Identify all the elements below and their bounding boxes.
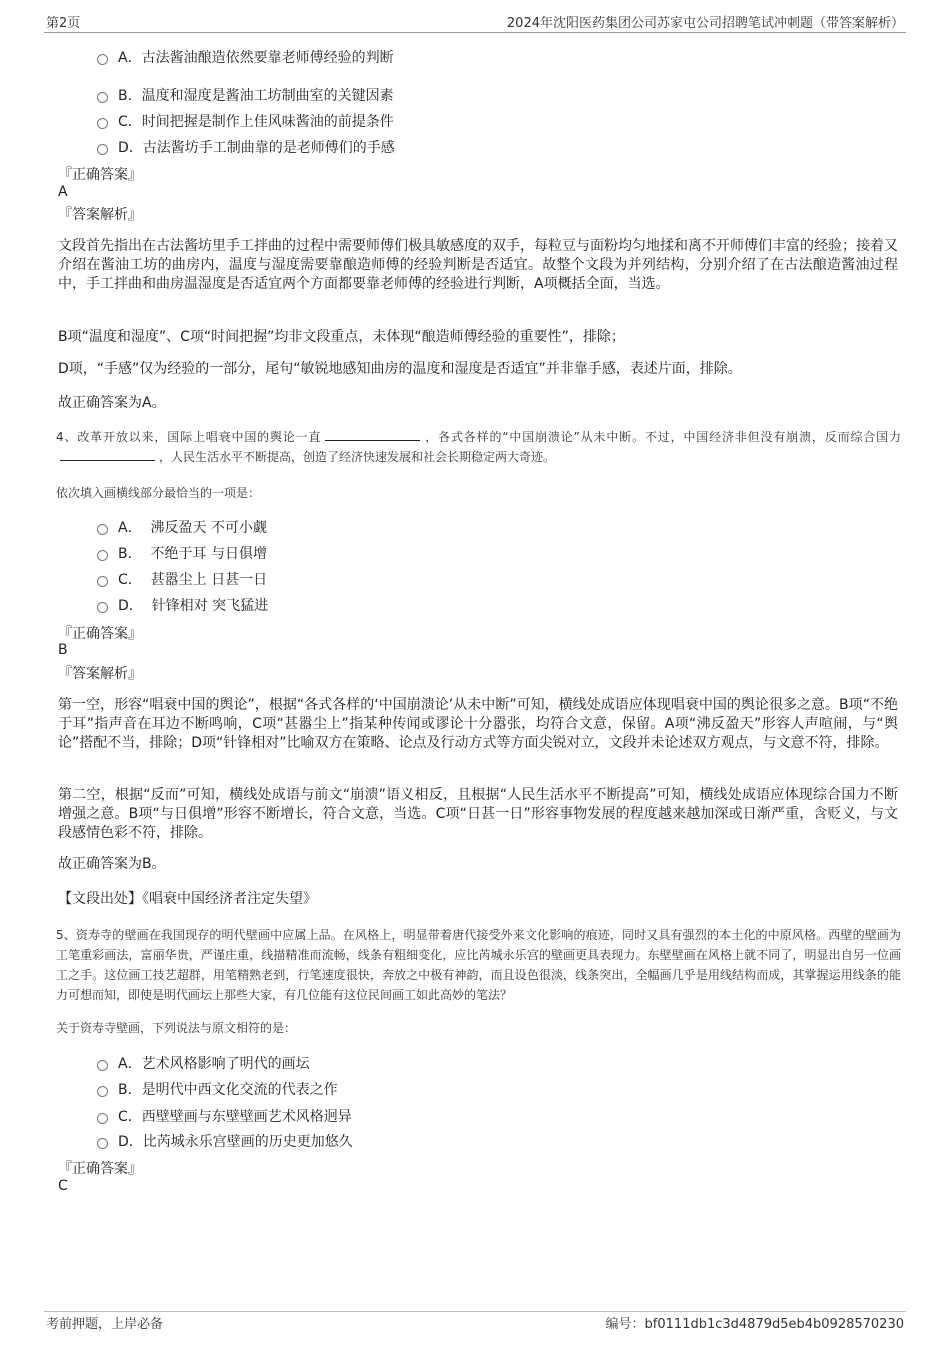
footer-slogan: 考前押题，上岸必备 (46, 1317, 164, 1332)
radio-icon[interactable] (97, 1086, 108, 1097)
header-divider (44, 32, 906, 33)
answer-label: 『正确答案』 (58, 167, 142, 183)
option-text: 古法酱坊手工制曲靠的是老师傅们的手感 (142, 140, 395, 156)
radio-icon[interactable] (97, 602, 108, 613)
analysis-label: 『答案解析』 (58, 666, 142, 682)
q5-prompt: 关于资寿寺壁画，下列说法与原文相符的是： (56, 1021, 297, 1035)
q5-option-d[interactable] (97, 1131, 353, 1151)
q3-option-c[interactable] (97, 111, 394, 131)
analysis-paragraph: 文段首先指出在古法酱坊里手工拌曲的过程中需要师傅们极具敏感度的双手，每粒豆与面粉均匀地揉和离不开师傅们丰富的经验；接着又介绍在酱油工坊的曲房内，温度与湿度需要靠酿造师傅的经验判断是否适宜。故整个文段为并列结构，分别介绍了在古法酿造酱油过程中，手工拌曲和曲房温湿度是否适宜两个方面都要靠老师傅的经验进行判断，A项概括全面，当选。 (58, 238, 898, 292)
q4-option-c[interactable] (97, 569, 267, 589)
q3-option-d[interactable] (97, 137, 395, 157)
analysis-label: 『答案解析』 (58, 207, 142, 223)
option-key: B． (118, 546, 142, 562)
option-key: A． (118, 520, 142, 536)
option-key: C． (118, 1109, 142, 1125)
option-key: A． (118, 1056, 142, 1072)
option-text: 沸反盈天 不可小觑 (150, 520, 267, 536)
answer-value: B (58, 642, 68, 658)
option-text: 时间把握是制作上佳风味酱油的前提条件 (141, 114, 394, 130)
analysis-paragraph: D项，“手感”仅为经验的一部分，尾句“敏锐地感知曲房的温度和湿度是否适宜”并非靠手感，表述片面，排除。 (58, 361, 742, 377)
radio-icon[interactable] (97, 118, 108, 129)
document-title: 2024年沈阳医药集团公司苏家屯公司招聘笔试冲刺题（带答案解析） (506, 16, 904, 31)
radio-icon[interactable] (97, 1138, 108, 1149)
answer-label: 『正确答案』 (58, 626, 142, 642)
code-label: 编号： (605, 1317, 645, 1332)
option-text: 甚嚣尘上 日甚一日 (150, 572, 268, 588)
q4-option-d[interactable] (97, 595, 268, 615)
q3-option-b[interactable] (97, 85, 394, 105)
radio-icon[interactable] (97, 576, 108, 587)
stem-text: 国力 (876, 430, 901, 444)
option-text: 针锋相对 突飞猛进 (151, 598, 269, 614)
option-key: D． (118, 1134, 143, 1150)
option-text: 古法酱油酿造依然要靠老师傅经验的判断 (141, 50, 394, 66)
analysis-paragraph: 第二空，根据“反而”可知，横线处成语与前文“崩溃”语义相反，且根据“人民生活水平不断提高”可知，横线处成语应体现综合国力不断增强之意。B项“与日俱增”形容不断增长，符合文意，当选。C项“日甚一日”形容事物发展的程度越来越加深或日渐严重，含贬义，与文段感情色彩不符，排除。 (58, 787, 898, 841)
answer-value: A (58, 184, 68, 200)
option-text: 温度和湿度是酱油工坊制曲室的关键因素 (141, 88, 394, 104)
page-number: 第2页 (46, 16, 81, 31)
q5-stem: 5、资寿寺的壁画在我国现存的明代壁画中应属上品。在风格上，明显带着唐代接受外来文化影响的痕迹，同时又具有强烈的本土化的中原风格。西壁的壁画为工笔重彩画法，富丽华贵，严谨庄重，线描精准而流畅，线条有粗细变化，应比芮城永乐宫的壁画更具表现力。东壁壁画在风格上就不同了，明显出自另一位画工之手。这位画工技艺超群，用笔精熟老到，行笔速度很快，奔放之中极有神韵，而且设色很淡，线条突出，全幅画几乎是用线结构而成，其掌握运用线条的能力可想而知，即使是明代画坛上那些大家，有几位能有这位民间画工如此高妙的笔法？ (56, 928, 901, 1002)
radio-icon[interactable] (97, 144, 108, 155)
fill-blank (60, 448, 155, 461)
answer-value: C (58, 1178, 68, 1194)
stem-text: ，人民生活水平不断提高，创造了经济快速发展和社会长期稳定两大奇迹。 (159, 450, 556, 464)
q4-option-b[interactable] (97, 543, 267, 563)
option-text: 艺术风格影响了明代的画坛 (141, 1056, 310, 1072)
document-code (606, 1313, 904, 1332)
option-key: B． (118, 88, 142, 104)
stem-text: ，各式各样的“中国崩溃论”从未中断。不过，中国经济非但没有崩溃，反而综合 (424, 430, 877, 444)
option-key: B． (118, 1082, 142, 1098)
radio-icon[interactable] (97, 1060, 108, 1071)
q5-option-c[interactable] (97, 1106, 352, 1126)
analysis-paragraph: B项“温度和湿度”、C项“时间把握”均非文段重点，未体现“酿造师傅经验的重要性”，排除； (58, 329, 625, 345)
option-key: A． (118, 50, 142, 66)
q4-stem (56, 427, 901, 467)
analysis-paragraph: 第一空，形容“唱衰中国的舆论”，根据“各式各样的‘中国崩溃论’从未中断”可知，横线处成语应体现唱衰中国的舆论很多之意。B项“不绝于耳”指声音在耳边不断鸣响，C项“甚嚣尘上”指某种传闻或谬论十分嚣张，均符合文意，保留。A项“沸反盈天”形容人声喧闹，与“舆论”搭配不当，排除；D项“针锋相对”比喻双方在策略、论点及行动方式等方面尖锐对立，文段并未论述双方观点，与文意不符，排除。 (58, 697, 898, 751)
radio-icon[interactable] (97, 54, 108, 65)
answer-label: 『正确答案』 (58, 1161, 142, 1177)
radio-icon[interactable] (97, 524, 108, 535)
code-value: bf0111db1c3d4879d5eb4b0928570230 (644, 1317, 904, 1332)
footer-divider (44, 1311, 906, 1312)
option-text: 西壁壁画与东壁壁画艺术风格迥异 (141, 1109, 352, 1125)
fill-blank (325, 428, 420, 441)
q4-prompt: 依次填入画横线部分最恰当的一项是： (56, 486, 261, 500)
radio-icon[interactable] (97, 1113, 108, 1124)
analysis-conclusion: 故正确答案为A。 (58, 395, 166, 411)
option-text: 不绝于耳 与日俱增 (150, 546, 267, 562)
option-text: 是明代中西文化交流的代表之作 (141, 1082, 338, 1098)
stem-text: 4、改革开放以来，国际上唱衰中国的舆论一直 (56, 430, 322, 444)
q5-option-a[interactable] (97, 1053, 310, 1073)
passage-source: 【文段出处】《唱衰中国经济者注定失望》 (58, 891, 317, 907)
option-key: D． (118, 598, 143, 614)
analysis-conclusion: 故正确答案为B。 (58, 856, 166, 872)
q3-option-a[interactable] (97, 47, 394, 67)
q5-option-b[interactable] (97, 1079, 338, 1099)
option-text: 比芮城永乐宫壁画的历史更加悠久 (142, 1134, 353, 1150)
option-key: C． (118, 572, 142, 588)
option-key: D． (118, 140, 143, 156)
q4-option-a[interactable] (97, 517, 267, 537)
option-key: C． (118, 114, 142, 130)
radio-icon[interactable] (97, 550, 108, 561)
radio-icon[interactable] (97, 92, 108, 103)
